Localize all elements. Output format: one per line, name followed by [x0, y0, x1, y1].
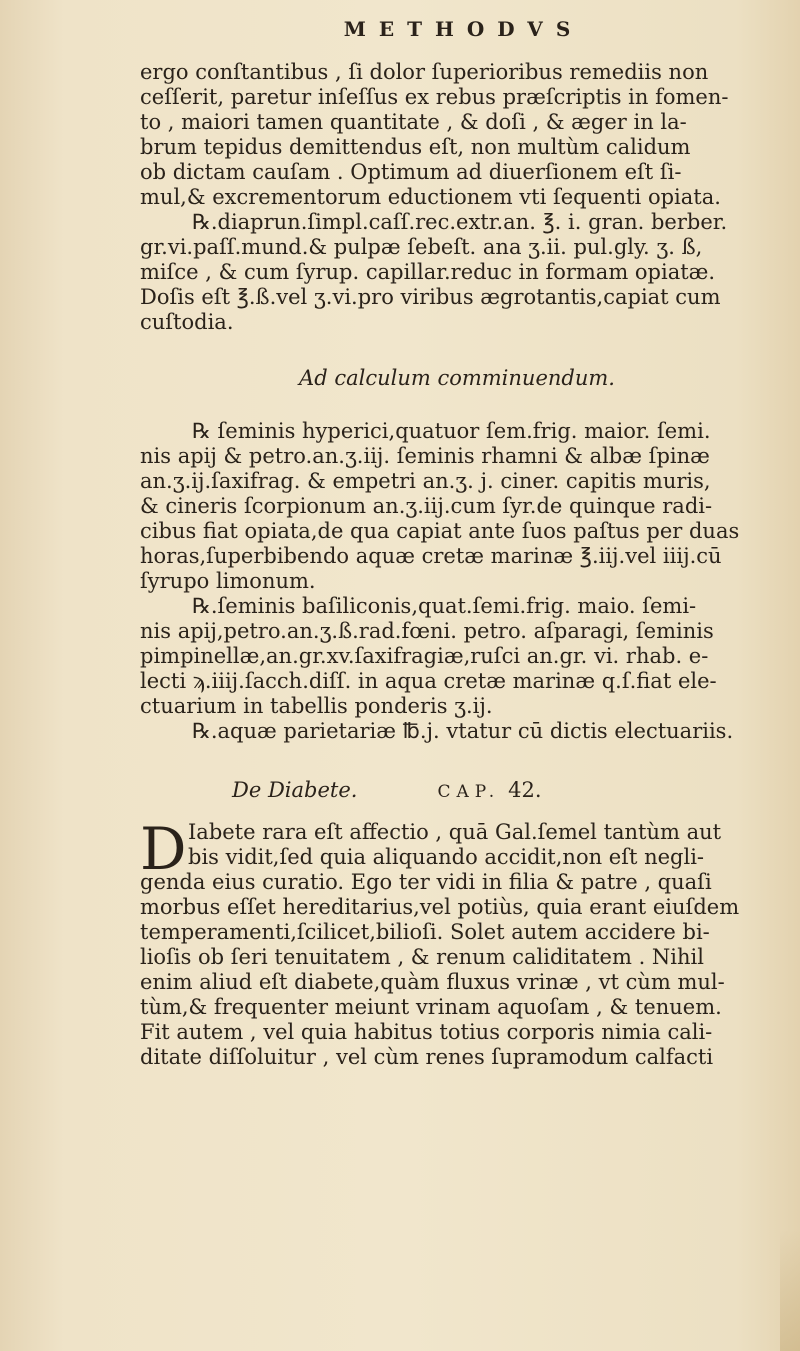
text-line: & cineris ſcorpionum an.ʒ.iij.cum ſyr.de quinque radi-	[140, 494, 713, 518]
text-line: temperamenti,ſcilicet,bilioſi. Solet autem accidere bi-	[140, 920, 710, 944]
text-line: gr.vi.paſſ.mund.& pulpæ ſebeſt. ana ʒ.ii. pul.gly. ʒ. ß,	[140, 235, 703, 259]
text-line: genda eius curatio. Ego ter vidi in filia & patre , quaſi	[140, 870, 712, 894]
recipe-2	[140, 419, 774, 594]
text-line: nis apij,petro.an.ʒ.ß.rad.fœni. petro. aſparagi, ſeminis	[140, 619, 714, 643]
text-line: cibus fiat opiata,de qua capiat ante ſuos paſtus per duas	[140, 519, 740, 543]
chapter-label: CAP.	[437, 782, 501, 802]
text-line: ctuarium in tabellis ponderis ʒ.ij.	[140, 694, 493, 718]
running-header: METHODVS	[343, 17, 584, 41]
recipe-4	[140, 719, 774, 744]
drop-capital: D	[140, 815, 187, 883]
paragraph-1	[140, 60, 774, 210]
text-line: ℞.diaprun.ſimpl.caſſ.rec.extr.an. ℥. i. gran. berber.	[192, 210, 728, 234]
text-line: Fit autem , vel quia habitus totius corporis nimia cali-	[140, 1020, 713, 1044]
text-line: to , maiori tamen quantitate , & doſi , & æger in la-	[140, 110, 687, 134]
text-line: ℞.ſeminis baſiliconis,quat.ſemi.frig. maio. ſemi-	[192, 594, 697, 618]
text-line: lioſis ob ſeri tenuitatem , & renum caliditatem . Nihil	[140, 945, 704, 969]
text-line: ditate diſſoluitur , vel cùm renes ſupramodum calfacti	[140, 1045, 714, 1069]
text-line: morbus eſſet hereditarius,vel potiùs, quia erant eiuſdem	[140, 895, 740, 919]
text-line: cuſtodia.	[140, 310, 234, 334]
page-stain	[780, 1230, 800, 1351]
chapter-heading	[140, 770, 774, 810]
chapter-title: De Diabete.	[232, 778, 358, 802]
text-line: brum tepidus demittendus eſt, non multùm calidum	[140, 135, 691, 159]
text-line: ſyrupo limonum.	[140, 569, 316, 593]
text-line: ℞ ſeminis hyperici,quatuor ſem.frig. maior. ſemi.	[192, 419, 711, 443]
text-line: enim aliud eſt diabete,quàm fluxus vrinæ , vt cùm mul-	[140, 970, 725, 994]
text-line: miſce , & cum ſyrup. capillar.reduc in formam opiatæ.	[140, 260, 716, 284]
text-line: pimpinellæ,an.gr.xv.ſaxifragiæ,ruſci an.gr. vi. rhab. e-	[140, 644, 709, 668]
text-block	[140, 0, 774, 1070]
text-line: lecti ϡ.iiij.ſacch.diſſ. in aqua cretæ marinæ q.ſ.fiat ele-	[140, 669, 717, 693]
chapter-number: 42.	[508, 778, 542, 802]
text-line: bis vidit,ſed quia aliquando accidit,non eſt negli-	[188, 845, 705, 869]
text-line: tùm,& frequenter meiunt vrinam aquoſam , & tenuem.	[140, 995, 722, 1019]
text-line: an.ʒ.ij.ſaxifrag. & empetri an.ʒ. j. ciner. capitis muris,	[140, 469, 711, 493]
text-line: nis apij & petro.an.ʒ.iij. ſeminis rhamni & albæ ſpinæ	[140, 444, 710, 468]
section-heading-calculus: Ad calculum comminuendum.	[299, 366, 615, 390]
paragraph-2	[140, 815, 774, 1070]
recipe-1	[140, 210, 774, 335]
text-line: Doſis eſt ℥.ß.vel ʒ.vi.pro viribus ægrotantis,capiat cum	[140, 285, 721, 309]
text-line: ob dictam cauſam . Optimum ad diuerſionem eſt ſi-	[140, 160, 682, 184]
recipe-3	[140, 594, 774, 719]
text-line: ergo conſtantibus , ſi dolor ſuperioribus remediis non	[140, 60, 709, 84]
text-line: ceſſerit, paretur inſeſſus ex rebus præſcriptis in fomen-	[140, 85, 729, 109]
text-line: horas,ſuperbibendo aquæ cretæ marinæ ℥.iij.vel iiij.cū	[140, 544, 722, 568]
text-line: mul,& excrementorum eductionem vti ſequenti opiata.	[140, 185, 721, 209]
text-line: ℞.aquæ parietariæ ℔.j. vtatur cū dictis electuariis.	[192, 719, 734, 743]
text-line: Iabete rara eſt affectio , quā Gal.ſemel tantùm aut	[188, 820, 722, 844]
